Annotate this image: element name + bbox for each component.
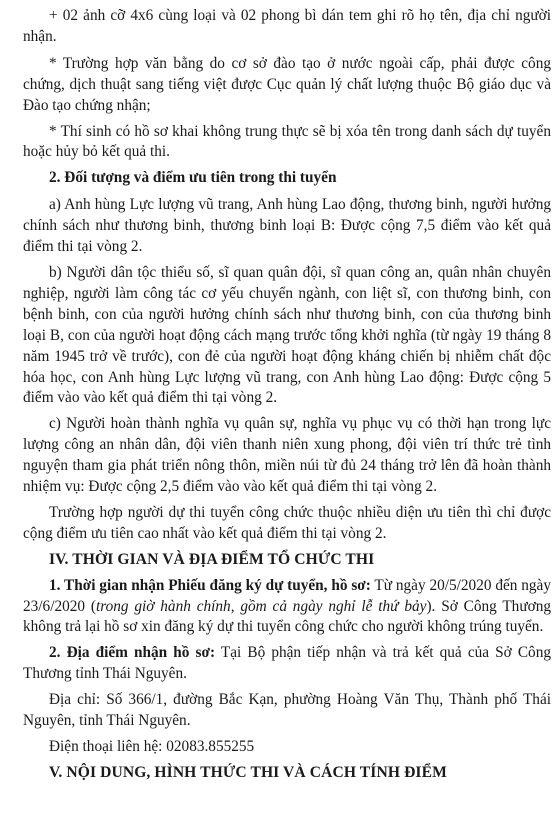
heading-section-iv: IV. THỜI GIAN VÀ ĐỊA ĐIỂM TỔ CHỨC THI: [49, 550, 375, 568]
paragraph-priority-b: b) Người dân tộc thiểu số, sĩ quan quân đội, sĩ quan công an, quân nhân chuyên nghiệp, người làm công tác cơ yếu chuyển ngành, con liệt sĩ, con thương binh, con bệnh binh, con của người hưởng chính sách như thương binh, con của thương binh loại B, con của người hoạt động cách mạng trước tổng khởi nghĩa (từ ngày 19 tháng 8 năm 1945 trở về trước), con đẻ của người hoạt động kháng chiến bị nhiễm chất độc hóa học, con Anh hùng Lực lượng vũ trang, con Anh hùng Lao động: Được cộng 5 điểm vào vào kết quả điểm thi tại vòng 2.: [23, 263, 551, 407]
paragraph-foreign-diploma: * Trường hợp văn bằng do cơ sở đào tạo ở nước ngoài cấp, phải được công chứng, dịch thuật sang tiếng việt được Cục quản lý chất lượng thuộc Bộ giáo dục và Đào tạo chứng nhận;: [23, 54, 551, 114]
paragraph-photos: + 02 ảnh cỡ 4x6 cùng loại và 02 phong bì dán tem ghi rõ họ tên, địa chỉ người nhận.: [23, 7, 551, 45]
paragraph-receiving-place: [23, 643, 551, 685]
paragraph-address: Địa chỉ: Số 366/1, đường Bắc Kạn, phường Hoàng Văn Thụ, Thành phố Thái Nguyên, tỉnh Thái Nguyên.: [23, 691, 551, 730]
paragraph-priority-c: c) Người hoàn thành nghĩa vụ quân sự, nghĩa vụ phục vụ có thời hạn trong lực lượng công an nhân dân, đội viên thanh niên xung phong, đội viên trí thức trẻ tình nguyện tham gia phát triển nông thôn, miền núi từ đủ 24 tháng trở lên đã hoàn thành nhiệm vụ: Được cộng 2,5 điểm vào vào kết quả điểm thi tại vòng 2.: [23, 415, 551, 496]
paragraph-dishonest-dossier: * Thí sinh có hồ sơ khai không trung thực sẽ bị xóa tên trong danh sách dự tuyển hoặc hủy bỏ kết quả thi.: [23, 122, 551, 161]
paragraph-multiple-priority: Trường hợp người dự thi tuyển công chức thuộc nhiều diện ưu tiên thì chỉ được cộng điểm ưu tiên cao nhất vào kết quả điểm thi tại vòng 2.: [23, 503, 551, 542]
receiving-time-italic-note: trong giờ hành chính, gồm cả ngày nghỉ lễ thứ bảy: [95, 597, 427, 615]
paragraph-priority-a: a) Anh hùng Lực lượng vũ trang, Anh hùng Lao động, thương binh, người hưởng chính sách như thương binh, thương binh loại B: Được cộng 7,5 điểm vào kết quả điểm thi tại vòng 2.: [23, 196, 551, 256]
receiving-time-text-1: Từ ngày 20/5/2020 đến ngày 23/6/2020 (: [23, 576, 551, 615]
heading-section-v: V. NỘI DUNG, HÌNH THỨC THI VÀ CÁCH TÍNH ĐIỂM: [49, 763, 447, 781]
receiving-place-label: 2. Địa điểm nhận hồ sơ:: [49, 644, 216, 662]
paragraph-phone: Điện thoại liên hệ: 02083.855255: [49, 738, 255, 755]
heading-priority-subjects: 2. Đối tượng và điểm ưu tiên trong thi tuyển: [49, 169, 337, 187]
receiving-time-label: 1. Thời gian nhận Phiếu đăng ký dự tuyển, hồ sơ:: [49, 576, 371, 594]
receiving-time-text-2: ). Sở Công Thương không trả lại hồ sơ xin đăng ký dự thi tuyển công chức cho người không trúng tuyển.: [23, 597, 551, 636]
paragraph-receiving-time: [23, 576, 551, 639]
receiving-place-text: Tại Bộ phận tiếp nhận và trả kết quả của Sở Công Thương tỉnh Thái Nguyên.: [23, 644, 552, 683]
